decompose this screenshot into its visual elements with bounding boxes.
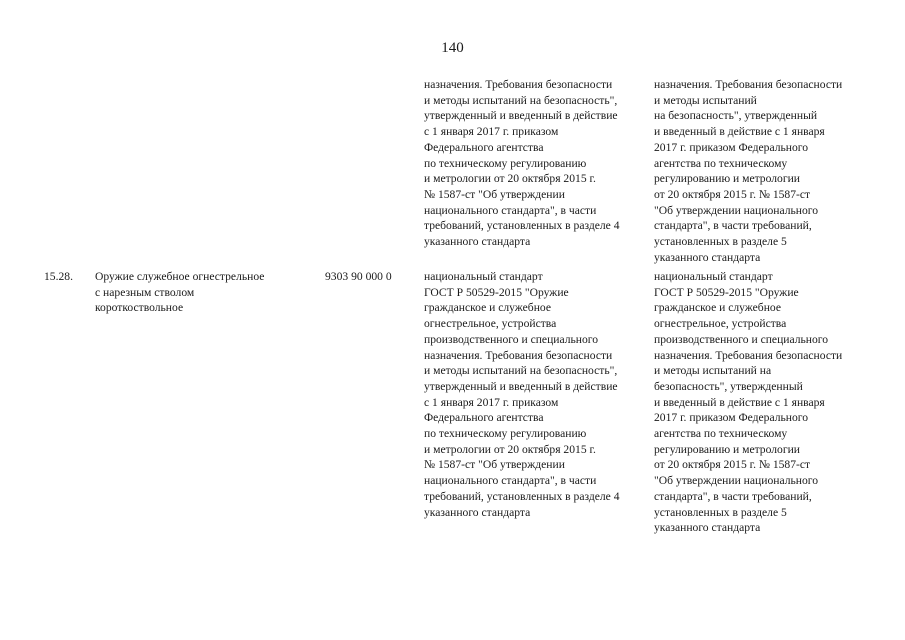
row-number: 15.28.: [44, 270, 73, 283]
tnved-code-cell: 9303 90 000 0: [325, 270, 392, 283]
standard-requirements-cell: национальный стандарт ГОСТ Р 50529-2015 "Оружие гражданское и служебное огнестрельное, устройства производственного и специального назначения. Требования безопасности и методы испытаний на безопасность", утвержденный и введенный в действие с 1 января 2017 г. приказом Федерального агентства по техническому регулированию и метрологии от 20 октября 2015 г. № 1587-ст "Об утверждении национального стандарта", в части требований, установленных в разделе 4 указанного стандарта: [424, 270, 620, 519]
test-methods-cell: назначения. Требования безопасности и методы испытаний на безопасность", утвержденный и введенный в действие с 1 января 2017 г. приказом Федерального агентства по техническому регулированию и метрологии от 20 октября 2015 г. № 1587-ст "Об утверждении национального стандарта", в части требований, установленных в разделе 5 указанного стандарта: [654, 78, 843, 264]
product-name-cell: Оружие служебное огнестрельное с нарезным стволом короткоствольное: [95, 270, 265, 315]
standard-requirements-cell: назначения. Требования безопасности и методы испытаний на безопасность", утвержденный и введенный в действие с 1 января 2017 г. приказом Федерального агентства по техническому регулированию и метрологии от 20 октября 2015 г. № 1587-ст "Об утверждении национального стандарта", в части требований, установленных в разделе 4 указанного стандарта: [424, 78, 620, 249]
test-methods-cell: национальный стандарт ГОСТ Р 50529-2015 "Оружие гражданское и служебное огнестрельное, устройства производственного и специального назначения. Требования безопасности и методы испытаний на безопасность", утвержденный и введенный в действие с 1 января 2017 г. приказом Федерального агентства по техническому регулированию и метрологии от 20 октября 2015 г. № 1587-ст "Об утверждении национального стандарта", в части требований, установленных в разделе 5 указанного стандарта: [654, 270, 843, 535]
page-number: 140: [441, 40, 464, 56]
